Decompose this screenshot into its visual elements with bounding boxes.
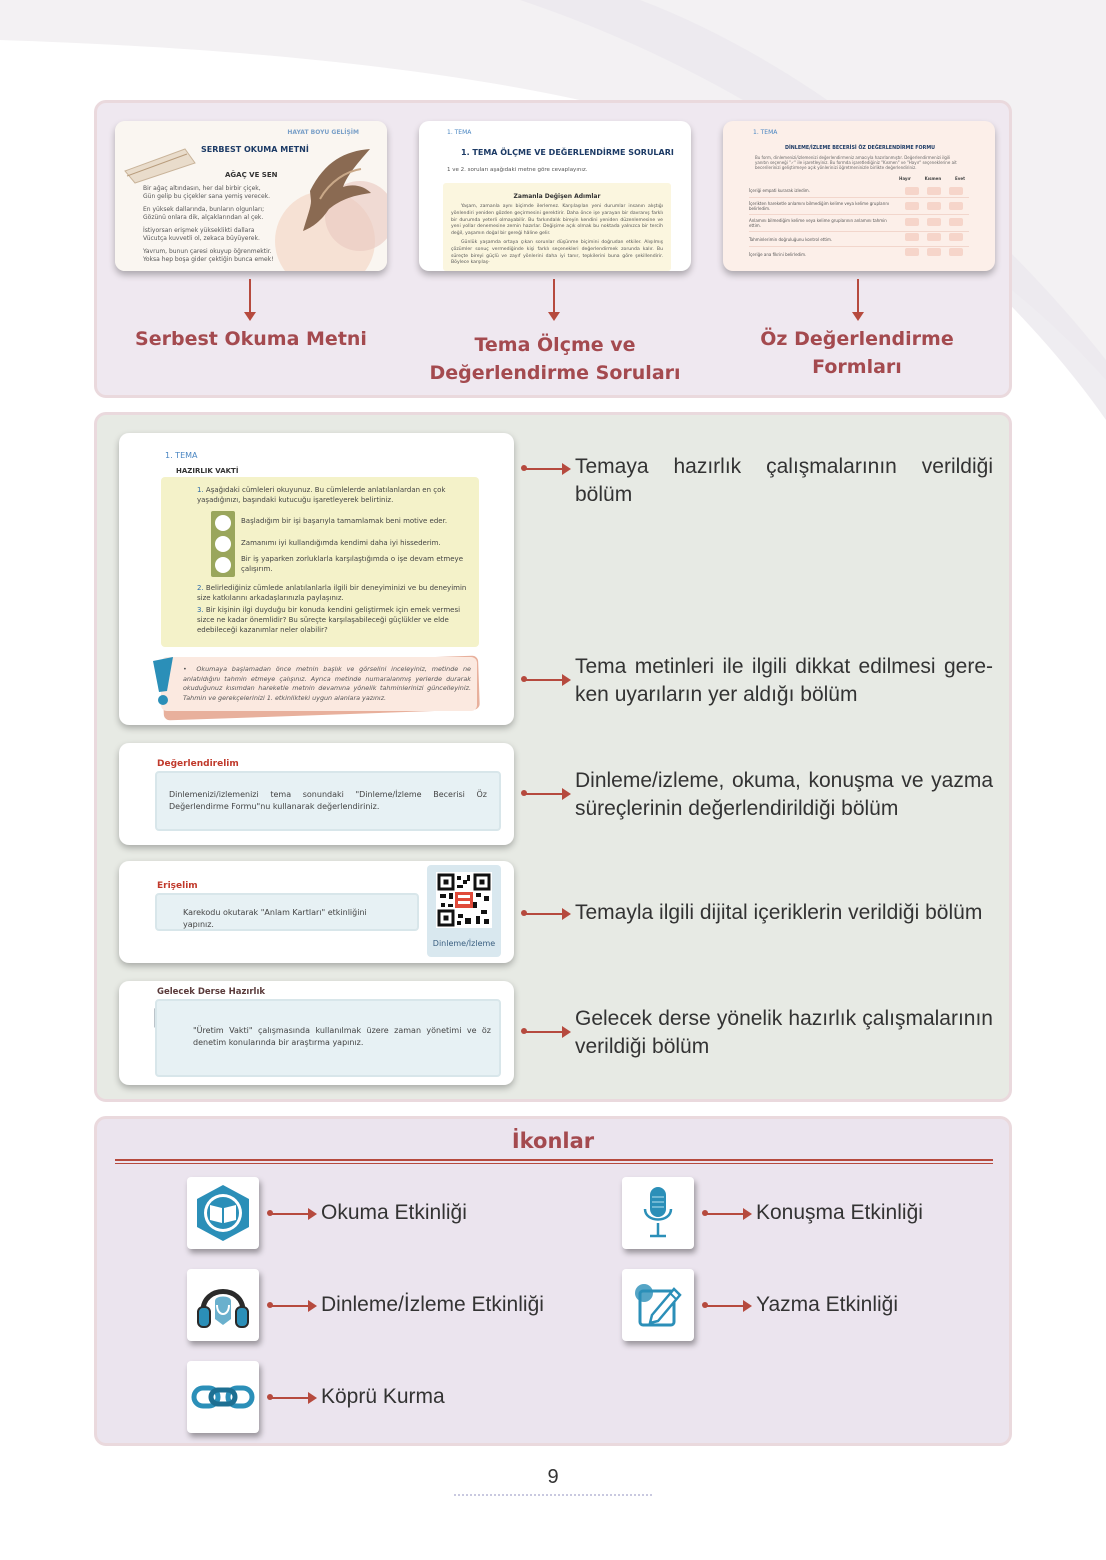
card3-text: Karekodu okutarak "Anlam Kartları" etkinliğini yapınız.	[183, 908, 367, 929]
next-lesson-box	[155, 999, 501, 1077]
arrow-down	[553, 279, 555, 319]
desc-preparation: Temaya hazırlık çalışmalarının verildiği bölüm	[575, 455, 993, 506]
listening-icon-box	[187, 1269, 259, 1341]
form-row-text: İçerikten hareketle anlamını bilmediğim kelime veya kelime gruplarını belirledim.	[749, 201, 889, 211]
option-text: Zamanımı iyi kullandığımda kendimi daha iyi hissederim.	[241, 539, 441, 547]
desc-next-lesson: Gelecek derse yönelik hazırlık çalışmalarının verildiği bölüm	[575, 1007, 993, 1058]
question-text: Aşağıdaki cümleleri okuyunuz. Bu cümlelerde anlatılanlardan en çok yaşadığınızı, başındaki kutucuğu işaretleyerek belirtiniz.	[197, 486, 446, 504]
arrow-down	[249, 279, 251, 319]
card3-title: Erişelim	[157, 881, 198, 891]
card1-title: HAZIRLIK VAKTİ	[176, 467, 239, 475]
card2-text: Dinlemenizi/izlemenizi tema sonundaki "Dinleme/İzleme Becerisi Öz Değerlendirme Formu"nu kullanarak değerlendiriniz.	[169, 790, 487, 811]
qr-code-frame[interactable]	[427, 865, 501, 957]
poem-text	[143, 185, 293, 264]
question-text: Bir kişinin ilgi duyduğu bir konuda kendini geliştirmek için emek vermesi sizce ne kadar önemlidir? Bu süreçte karşılaşabileceği güçlükler ve elde edebileceği kazanımlar neler olabilir?	[197, 606, 461, 634]
option-checkbox[interactable]	[215, 557, 231, 573]
thumb2-instruction: 1 ve 2. soruları aşağıdaki metne göre cevaplayınız.	[447, 167, 588, 173]
thumb3-header: 1. TEMA	[753, 129, 778, 136]
icons-title: İkonlar	[511, 1129, 595, 1153]
thumb3-title: DİNLEME/İZLEME BECERİSİ ÖZ DEĞERLENDİRME FORMU	[785, 146, 935, 151]
arrow-right	[523, 679, 569, 681]
poem-line: Yoksa hep boşa gider çektiğin bunca emek!	[143, 256, 274, 263]
thumb1-subtitle: AĞAÇ VE SEN	[225, 171, 278, 179]
headphones-icon	[193, 1275, 253, 1335]
qr-caption: Dinleme/İzleme	[432, 939, 496, 948]
exclamation-icon	[147, 655, 181, 707]
arrow-right	[704, 1213, 750, 1215]
poem-line: En yüksek dallarında, bunların olgunları;	[143, 206, 265, 213]
qr-code-icon	[436, 872, 492, 928]
page-number-ornament	[454, 1494, 652, 1500]
poem-line: İstiyorsan erişmek yükseklikti dallara	[143, 227, 255, 234]
form-row	[749, 232, 969, 247]
thumb1-title: SERBEST OKUMA METNİ	[201, 145, 309, 154]
label-theme-assessment: Tema Ölçme ve Değerlendirme Soruları	[429, 334, 681, 384]
form-row-text: Tahminlerimin doğruluğunu kontrol ettim.	[749, 236, 833, 242]
writing-icon-box	[622, 1269, 694, 1341]
desc-evaluation: Dinleme/izleme, okuma, konuşma ve yazma süreçlerinin değerlendirildiği bölüm	[575, 769, 993, 820]
card4-text: "Üretim Vakti" çalışmasında kullanılmak üzere zaman yönetimi ve öz denetim konularında bir araştırma yapınız.	[193, 1026, 491, 1047]
form-row	[749, 184, 969, 198]
card1-header: 1. TEMA	[165, 451, 198, 460]
self-evaluation-thumbnail	[723, 121, 995, 271]
arrow-right	[269, 1305, 315, 1307]
sections-panel	[94, 412, 1012, 1102]
arrow-right	[269, 1213, 315, 1215]
arrow-right	[269, 1397, 315, 1399]
option-text: Bir iş yaparken zorluklarla karşılaştığımda o işe devam etmeye çalışırım.	[241, 555, 463, 573]
thumb2-title: 1. TEMA ÖLÇME VE DEĞERLENDİRME SORULARI	[461, 148, 674, 157]
form-row	[749, 198, 969, 215]
book-icon	[193, 1183, 253, 1243]
label-reading: Okuma Etkinliği	[321, 1201, 467, 1224]
form-columns	[899, 176, 965, 181]
label-writing: Yazma Etkinliği	[756, 1293, 898, 1316]
arrow-right	[704, 1305, 750, 1307]
thumb1-header: HAYAT BOYU GELİŞİM	[287, 129, 359, 136]
arrow-right	[523, 1031, 569, 1033]
reading-icon-box	[187, 1177, 259, 1249]
thumb3-intro: Bu form, dinlemenizi/izlemenizi değerlendirmeniz amacıyla hazırlanmıştır. Değerlendirmenizi ilgili yanıtın seçeneği "✓" ile işaretleyiniz. Bu formda işaretlediğiniz "Kısmen" ve "Hayır" seçeneklerine ait becerilerinizi geliştirmeye açık yönlerinizi öğretmeninizle birlikte değerlendiriniz.	[755, 155, 957, 170]
label-self-evaluation: Öz Değerlendirme Formları	[760, 328, 954, 378]
thumb2-header: 1. TEMA	[447, 129, 472, 136]
form-column: Kısmen	[924, 176, 942, 181]
form-column: Hayır	[899, 176, 911, 181]
desc-digital: Temayla ilgili dijital içeriklerin verildiği bölüm	[575, 901, 983, 924]
theme-assessment-thumbnail	[419, 121, 691, 271]
arrow-right	[523, 468, 569, 470]
form-column: Evet	[955, 176, 965, 181]
form-row	[749, 247, 969, 261]
title-divider	[115, 1163, 993, 1164]
microphone-icon	[638, 1183, 678, 1243]
arrow-down	[857, 279, 859, 319]
label-listening: Dinleme/İzleme Etkinliği	[321, 1293, 544, 1316]
access-box	[155, 893, 419, 931]
title-divider	[115, 1159, 993, 1161]
bullet: •	[183, 665, 197, 673]
label-bridge: Köprü Kurma	[321, 1385, 445, 1408]
preparation-card	[119, 433, 514, 725]
poem-line: Yavrum, bunun çaresi okuyup öğrenmektir.	[143, 248, 272, 255]
question-3	[197, 605, 473, 635]
speaking-icon-box	[622, 1177, 694, 1249]
evaluation-box	[155, 771, 501, 831]
option-text: Başladığım bir işi başarıyla tamamlamak beni motive eder.	[241, 517, 448, 525]
question-number: 2.	[197, 584, 204, 592]
warning-text	[183, 665, 471, 703]
warning-note-text: Okumaya başlamadan önce metnin başlık ve görselini inceleyiniz, metinde ne anlatıldığını tahmin etmeye çalışınız. Ayrıca metinde numaralanmış yerlerde durarak okuduğunuz kısımdan hareketle metnin devamına yönelik tahminlerinizi güncelleyiniz. Tahmin ve gerekçelerinizi 1. etkinlikteki uygun alanlara yazınız.	[183, 665, 471, 702]
label-speaking: Konuşma Etkinliği	[756, 1201, 923, 1224]
icons-panel	[94, 1116, 1012, 1446]
poem-line: Gün gelip bu çiçekler sana yemiş verecek.	[143, 193, 271, 200]
option-checkbox[interactable]	[215, 536, 231, 552]
label-free-reading: Serbest Okuma Metni	[135, 328, 367, 350]
thumb2-para: Yaşam, zamanla aynı biçimde ilerlemez. Karşılaşılan yeni durumlar insanın alıştığı yönlendiri yeniden gözden geçirmesini gerektirir. Daha önce işe yarayan bir davranış farklı bir durumda yeterli olmayabilir. Bu farkındalık bireyin kendini yeniden düzenlemesine ve yeni yollar denemesine zemin hazırlar. Değişime açık olmak bu noktada yalnızca bir tercih değil, yaşamın doğal bir gereği hâline gelir.	[451, 204, 663, 237]
thumb2-text-title: Zamanla Değişen Adımlar	[513, 193, 601, 200]
form-row-text: İçeriğe ana fikrini belirledim.	[749, 251, 807, 257]
option-checkbox[interactable]	[215, 515, 231, 531]
evaluation-card	[119, 743, 514, 845]
pencil-icon	[630, 1277, 686, 1333]
thumb2-para: Günlük yaşamda ortaya çıkan sorunlar düşünme biçimini doğrudan etkiler. Alışılmış çözümler sonuç vermediğinde kişi farklı seçenekleri değerlendirmek zorunda kalır. Bu süreçte bireyi güçlü ve zayıf yönlerini daha iyi tanır, tepkilerini buna göre şekillendirir. Böylece karşılaş-	[451, 239, 663, 266]
arrow-right	[523, 913, 569, 915]
desc-warnings: Tema metinleri ile ilgili dikkat edilmesi gere-ken uyarıların yer aldığı bölüm	[575, 655, 993, 706]
form-row-text: Anlamını bilmediğim kelime veya kelime gruplarının anlamını tahmin ettim.	[749, 218, 887, 228]
materials-panel	[94, 100, 1012, 398]
access-card	[119, 861, 514, 963]
poem-line: Gözünü onlara dik, alçaklarından al çek.	[143, 214, 264, 221]
poem-line: Vücutça kuvvetli ol, zekaca büyüyerek.	[143, 235, 260, 242]
card2-title: Değerlendirelim	[157, 759, 239, 769]
form-rows	[749, 184, 969, 261]
next-lesson-card	[119, 981, 514, 1085]
arrow-right	[523, 793, 569, 795]
chain-link-icon	[191, 1377, 255, 1417]
card4-title: Gelecek Derse Hazırlık	[157, 987, 266, 997]
form-row	[749, 215, 969, 232]
form-row-text: İçeriği empati kurarak izledim.	[749, 188, 810, 193]
page-number: 9	[547, 1466, 559, 1488]
bridge-icon-box	[187, 1361, 259, 1433]
question-number: 3.	[197, 606, 204, 614]
poem-line: Bir ağaç altındasın, her dal birbir çiçek,	[143, 185, 261, 192]
question-2	[197, 583, 473, 603]
thumb2-text-box	[443, 183, 671, 271]
question-text: Belirlediğiniz cümlede anlatılanlarla ilgili bir deneyiminizi ve bu deneyimin size katkılarını arkadaşlarınızla paylaşınız.	[197, 584, 467, 602]
question-number: 1.	[197, 486, 204, 494]
free-reading-thumbnail	[115, 121, 387, 271]
question-1	[197, 485, 477, 505]
